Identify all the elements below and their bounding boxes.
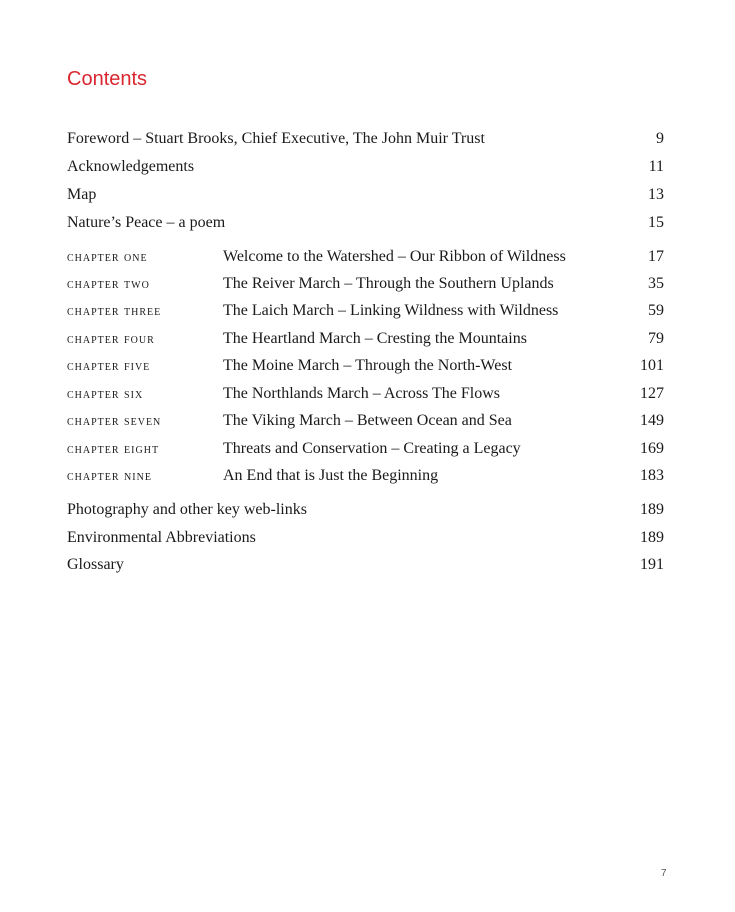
- entry-page: 191: [640, 556, 664, 573]
- toc-entry[interactable]: [67, 186, 664, 208]
- chapter-number: chapter five: [67, 359, 151, 374]
- entry-label: Foreword – Stuart Brooks, Chief Executive, The John Muir Trust: [67, 130, 485, 147]
- chapter-number: chapter four: [67, 332, 155, 347]
- chapter-title: The Heartland March – Cresting the Mountains: [223, 330, 527, 347]
- chapter-title: The Reiver March – Through the Southern Uplands: [223, 275, 554, 292]
- entry-label: Nature’s Peace – a poem: [67, 214, 226, 231]
- entry-page: 11: [648, 158, 664, 175]
- chapter-page: 17: [648, 248, 664, 265]
- chapter-entry[interactable]: [67, 385, 664, 407]
- chapter-page: 101: [640, 357, 664, 374]
- chapter-page: 149: [640, 412, 664, 429]
- chapter-entry[interactable]: [67, 248, 664, 270]
- chapter-page: 127: [640, 385, 664, 402]
- entry-label: Glossary: [67, 556, 124, 573]
- chapter-entry[interactable]: [67, 302, 664, 324]
- toc-entry[interactable]: [67, 214, 664, 236]
- chapter-entry[interactable]: [67, 330, 664, 352]
- page-number: 7: [661, 868, 667, 879]
- toc-entry[interactable]: [67, 529, 664, 551]
- chapter-entry[interactable]: [67, 467, 664, 489]
- chapter-entry[interactable]: [67, 357, 664, 379]
- entry-page: 189: [640, 529, 664, 546]
- chapter-title: The Moine March – Through the North-West: [223, 357, 513, 374]
- chapter-page: 169: [640, 440, 664, 457]
- entry-label: Photography and other key web-links: [67, 501, 307, 518]
- page-title: Contents: [67, 68, 148, 90]
- entry-page: 9: [656, 130, 664, 147]
- entry-page: 15: [648, 214, 664, 231]
- toc-entry[interactable]: [67, 556, 664, 578]
- chapter-number: chapter two: [67, 277, 150, 292]
- chapter-page: 59: [648, 302, 664, 319]
- entry-page: 13: [648, 186, 664, 203]
- toc-entry[interactable]: [67, 130, 664, 152]
- chapter-page: 79: [648, 330, 664, 347]
- entry-page: 189: [640, 501, 664, 518]
- chapter-entry[interactable]: [67, 412, 664, 434]
- entry-label: Acknowledgements: [67, 158, 195, 175]
- toc-entry[interactable]: [67, 501, 664, 523]
- entry-label: Environmental Abbreviations: [67, 529, 256, 546]
- chapter-number: chapter eight: [67, 442, 160, 457]
- chapter-title: The Laich March – Linking Wildness with Wildness: [223, 302, 559, 319]
- chapter-number: chapter seven: [67, 414, 162, 429]
- chapter-title: An End that is Just the Beginning: [223, 467, 439, 484]
- chapter-entry[interactable]: [67, 275, 664, 297]
- chapter-title: The Northlands March – Across The Flows: [223, 385, 500, 402]
- chapter-number: chapter six: [67, 387, 144, 402]
- chapter-title: Welcome to the Watershed – Our Ribbon of Wildness: [223, 248, 566, 265]
- chapter-page: 35: [648, 275, 664, 292]
- chapter-title: The Viking March – Between Ocean and Sea: [223, 412, 512, 429]
- chapter-number: chapter nine: [67, 469, 152, 484]
- entry-label: Map: [67, 186, 97, 203]
- chapter-title: Threats and Conservation – Creating a Legacy: [223, 440, 521, 457]
- toc-entry[interactable]: [67, 158, 664, 180]
- chapter-number: chapter three: [67, 304, 162, 319]
- chapter-entry[interactable]: [67, 440, 664, 462]
- chapter-page: 183: [640, 467, 664, 484]
- chapter-number: chapter one: [67, 250, 148, 265]
